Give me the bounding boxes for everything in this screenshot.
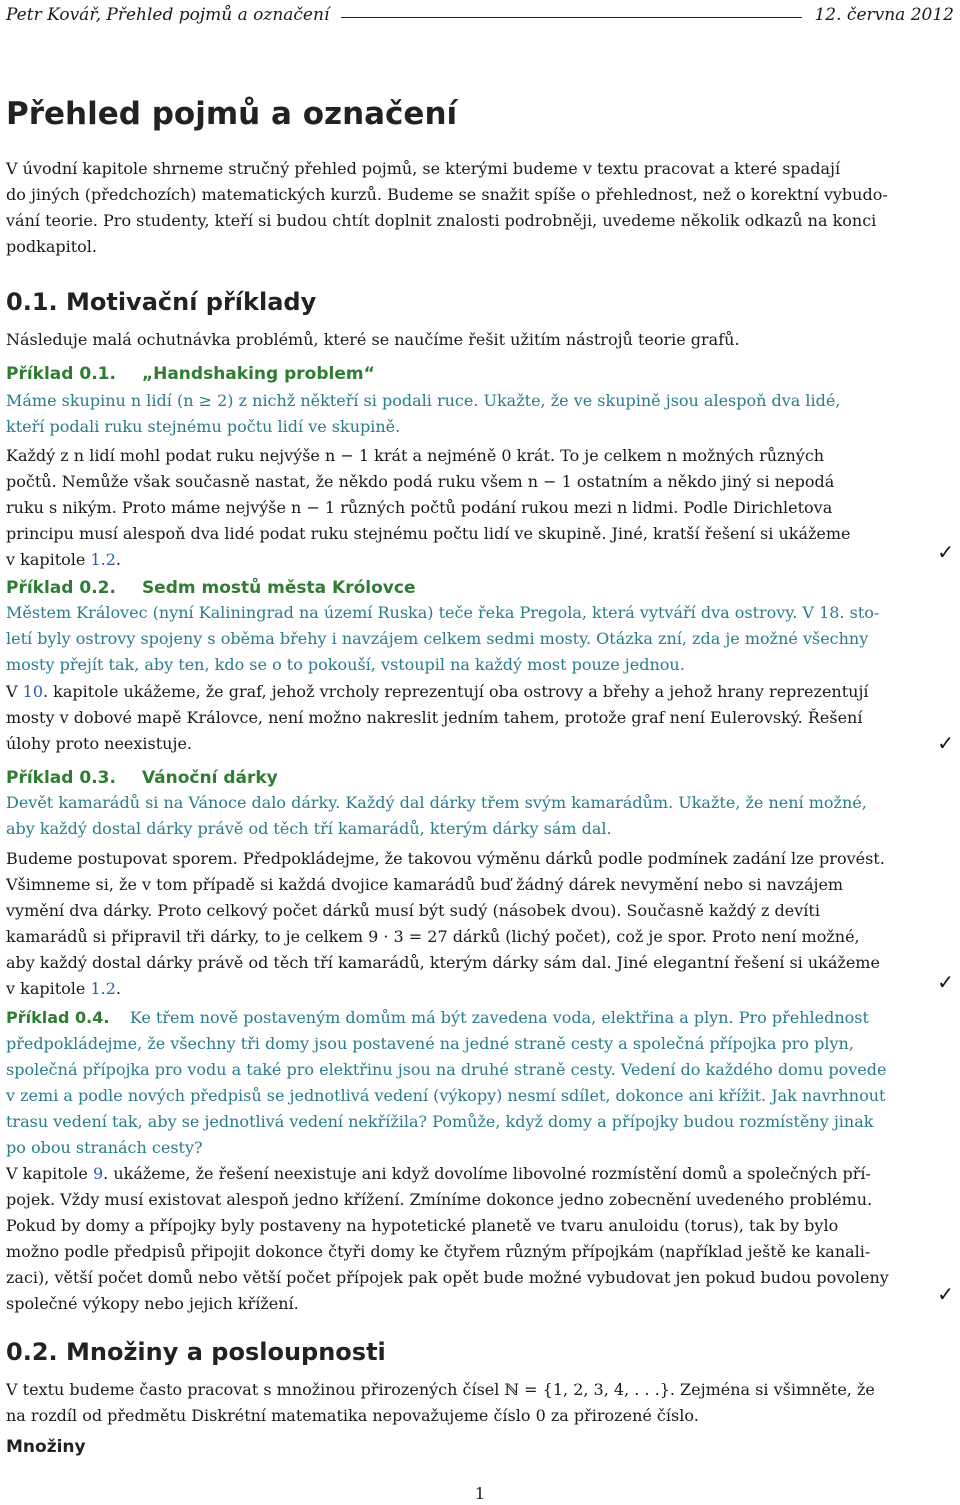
- solution-line: úlohy proto neexistuje.: [6, 734, 192, 753]
- solution-line: mosty v dobové mapě Královce, není možno nakreslit jedním tahem, protože graf není Eulerovský. Řešení: [6, 708, 863, 727]
- header-rule: [341, 17, 802, 18]
- statement-line: předpokládejme, že všechny tři domy jsou postavené na jedné straně cesty a společná přípojka pro plyn,: [6, 1034, 854, 1053]
- text: . kapitole ukážeme, že graf, jehož vrcholy reprezentují oba ostrovy a břehy a jehož hrany reprezentují: [43, 682, 869, 701]
- statement-line: Máme skupinu n lidí (n ≥ 2) z nichž někteří si podali ruce. Ukažte, že ve skupině jsou alespoň dva lidé,: [6, 391, 841, 410]
- intro-line: podkapitol.: [6, 237, 97, 256]
- text: V kapitole: [6, 1164, 93, 1183]
- statement-line: trasu vedení tak, aby se jednotlivá vedení nekřížila? Pomůže, když domy a přípojky budou rozmístěny jinak: [6, 1112, 874, 1131]
- example-label: Příklad 0.2.: [6, 578, 116, 598]
- chapter-ref-link[interactable]: 9: [92, 1164, 104, 1183]
- example-title: Sedm mostů města Królovce: [141, 578, 416, 598]
- example-solution: [6, 679, 954, 757]
- end-of-solution-checkmark: ✓: [937, 1282, 954, 1306]
- statement-line: mosty přejít tak, aby ten, kdo se o to pokouší, vstoupil na každý most pouze jednou.: [6, 655, 685, 674]
- chapter-ref-link[interactable]: 1.2: [90, 550, 116, 569]
- section-heading-motivation: 0.1. Motivační příklady: [6, 288, 317, 316]
- statement-line: v zemi a podle nových předpisů se jednotlivá vedení (výkopy) nesmí sdílet, dokonce ani křížit. Jak navrhnout: [6, 1086, 886, 1105]
- paragraph-line: V textu budeme často pracovat s množinou přirozených čísel ℕ = {1, 2, 3, 4, . . .}. Zejména si všimněte, že: [6, 1380, 875, 1399]
- solution-line: ruku s nikým. Proto máme nejvýše n − 1 různých počtů podání rukou mezi n lidmi. Podle Dirichletova: [6, 498, 833, 517]
- chapter-ref-link[interactable]: 10: [22, 682, 43, 701]
- document-page: [6, 0, 954, 1505]
- intro-line: V úvodní kapitole shrneme stručný přehled pojmů, se kterými budeme v textu pracovat a které spadají: [6, 159, 841, 178]
- end-of-solution-checkmark: ✓: [937, 970, 954, 994]
- solution-line: pojek. Vždy musí existovat alespoň jedno křížení. Zmíníme dokonce jedno zobecnění uvedeného problému.: [6, 1190, 873, 1209]
- example-statement: [6, 388, 954, 440]
- example-heading: [6, 364, 375, 384]
- example-heading: [6, 768, 278, 788]
- solution-line: vymění dva dárky. Proto celkový počet dárků musí být sudý (násobek dvou). Současně každý z devíti: [6, 901, 820, 920]
- example-heading-line: [6, 1005, 954, 1031]
- page-number: 1: [474, 1484, 486, 1503]
- example-label: Příklad 0.4.: [6, 1008, 110, 1027]
- example-solution: [6, 443, 954, 573]
- solution-line: společné výkopy nebo jejich křížení.: [6, 1294, 299, 1313]
- statement-line: společná přípojka pro vodu a také pro elektřinu jsou na druhé straně cesty. Vedení do každého domu povede: [6, 1060, 887, 1079]
- example-statement: [6, 1005, 954, 1161]
- statement-line: po obou stranách cesty?: [6, 1138, 203, 1157]
- statement-line: Devět kamarádů si na Vánoce dalo dárky. Každý dal dárky třem svým kamarádům. Ukažte, že není možné,: [6, 793, 867, 812]
- intro-line: vání teorie. Pro studenty, kteří si budou chtít doplnit znalosti podrobněji, uvedeme několik odkazů na konci: [6, 211, 877, 230]
- example-label: Příklad 0.3.: [6, 768, 116, 788]
- text: . ukážeme, že řešení neexistuje ani když dovolíme libovolné rozmístění domů a společných pří-: [103, 1164, 871, 1183]
- solution-line: principu musí alespoň dva lidé podat ruku stejnému počtu lidí ve skupině. Jiné, kratší řešení si ukážeme: [6, 524, 851, 543]
- intro-line: do jiných (předchozích) matematických kurzů. Budeme se snažit spíše o přehlednost, než o korektní vybudo-: [6, 185, 888, 204]
- solution-line: aby každý dostal dárky právě od těch tří kamarádů, kterým dárky sám dal. Jiné elegantní řešení si ukážeme: [6, 953, 880, 972]
- example-label: Příklad 0.1.: [6, 364, 116, 384]
- example-solution: [6, 846, 954, 1002]
- statement-line: Městem Královec (nyní Kaliningrad na území Ruska) teče řeka Pregola, která vytváří dva ostrovy. V 18. sto-: [6, 603, 880, 622]
- solution-line: Pokud by domy a přípojky byly postaveny na hypotetické planetě ve tvaru anuloidu (torus), tak by bylo: [6, 1216, 839, 1235]
- text: v kapitole: [6, 979, 91, 998]
- lead-line: Následuje malá ochutnávka problémů, které se naučíme řešit užitím nástrojů teorie grafů.: [6, 330, 740, 349]
- solution-line: možno podle předpisů připojit dokonce čtyři domy ke čtyřem různým přípojkám (například ještě ke kanali-: [6, 1242, 871, 1261]
- solution-line: [6, 547, 954, 573]
- solution-line: počtů. Nemůže však současně nastat, že někdo podá ruku všem n − 1 ostatním a někdo jiný si nepodá: [6, 472, 835, 491]
- subsection-heading: Množiny: [6, 1437, 86, 1457]
- end-of-solution-checkmark: ✓: [937, 731, 954, 755]
- example-statement: [6, 790, 954, 842]
- chapter-ref-link[interactable]: 1.2: [90, 979, 116, 998]
- solution-line: [6, 976, 954, 1002]
- statement-line: letí byly ostrovy spojeny s oběma břehy i navzájem celkem sedmi mosty. Otázka zní, zda je možné všechny: [6, 629, 869, 648]
- solution-line: kamarádů si připravil tři dárky, to je celkem 9 · 3 = 27 dárků (lichý počet), což je spor. Proto není možné,: [6, 927, 860, 946]
- example-title: „Handshaking problem“: [141, 364, 375, 384]
- chapter-title: Přehled pojmů a označení: [6, 96, 458, 132]
- statement-line: Ke třem nově postaveným domům má být zavedena voda, elektřina a plyn. Pro přehlednost: [129, 1008, 869, 1027]
- solution-line: Každý z n lidí mohl podat ruku nejvýše n − 1 krát a nejméně 0 krát. To je celkem n možných různých: [6, 446, 825, 465]
- paragraph-line: na rozdíl od předmětu Diskrétní matematika nepovažujeme číslo 0 za přirozené číslo.: [6, 1406, 699, 1425]
- example-heading: [6, 578, 415, 598]
- section-heading-sets: 0.2. Množiny a posloupnosti: [6, 1338, 386, 1366]
- statement-line: aby každý dostal dárky právě od těch tří kamarádů, kterým dárky sám dal.: [6, 819, 612, 838]
- solution-line: [6, 679, 954, 705]
- text: v kapitole: [6, 550, 91, 569]
- statement-line: kteří podali ruku stejnému počtu lidí ve skupině.: [6, 417, 401, 436]
- solution-line: [6, 1161, 954, 1187]
- example-statement: [6, 600, 954, 678]
- running-header: [6, 4, 954, 26]
- text: .: [115, 550, 121, 569]
- solution-line: zaci), větší počet domů nebo větší počet přípojek pak opět bude možné vybudovat jen pokud budou povoleny: [6, 1268, 889, 1287]
- solution-line: Všimneme si, že v tom případě si každá dvojice kamarádů buď žádný dárek nevymění nebo si navzájem: [6, 875, 844, 894]
- section-paragraph: [6, 1377, 954, 1429]
- text: V: [6, 682, 23, 701]
- section-lead: [6, 327, 954, 353]
- example-title: Vánoční dárky: [141, 768, 278, 788]
- header-author-title: Petr Kovář, Přehled pojmů a označení: [6, 5, 330, 25]
- text: .: [115, 979, 121, 998]
- header-date: 12. června 2012: [814, 5, 954, 25]
- end-of-solution-checkmark: ✓: [937, 540, 954, 564]
- intro-paragraph: [6, 156, 954, 260]
- example-solution: [6, 1161, 954, 1317]
- solution-line: Budeme postupovat sporem. Předpokládejme, že takovou výměnu dárků podle podmínek zadání lze provést.: [6, 849, 885, 868]
